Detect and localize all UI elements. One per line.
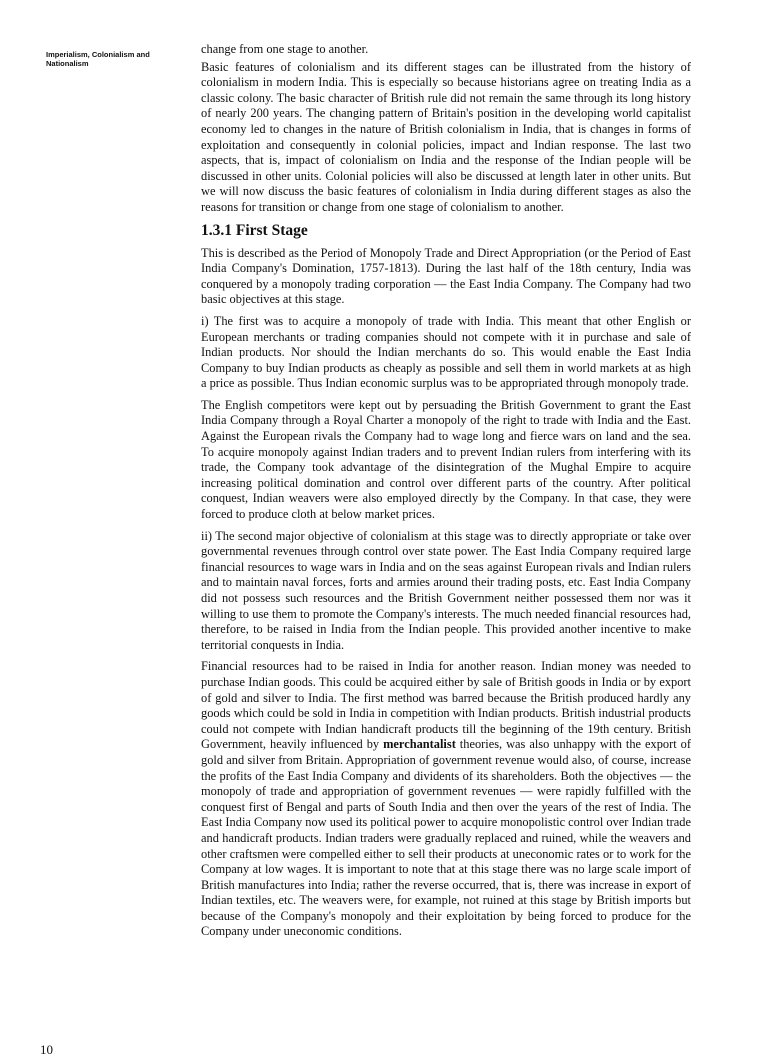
financial-text-before: Financial resources had to be raised in India for another reason. Indian money was needed to purchase Indian goods. This could be acquired either by sale of British goods in India or by export of gold and silver to India. The first method was barred because the British produced hardly any goods which could be sold in India in competition with Indian products. British industrial products could not compete with Indian handicraft products till the beginning of the 19th century. British Government, heavily influenced by [201, 659, 691, 752]
paragraph-english-competitors: The English competitors were kept out by persuading the British Government to grant the East India Company through a Royal Charter a monopoly of the right to trade with India and the East. Against the European rivals the Company had to wage long and fierce wars on land and the sea. To acquire monopoly against Indian traders and to prevent Indian rulers from interfering with its trade, the Company took advantage of the disintegration of the Mughal Empire to acquire increasing political domination and control over different parts of the country. After political conquest, Indian weavers were also employed directly by the Company. In that case, they were forced to produce cloth at below market prices. [201, 397, 691, 522]
intro-fragment: change from one stage to another. [201, 42, 369, 56]
section-label: Imperialism, Colonialism and Nationalism [46, 50, 150, 68]
page-number: 10 [40, 1042, 53, 1057]
paragraph-financial-resources [201, 659, 691, 940]
section-heading-first-stage: 1.3.1 First Stage [201, 221, 308, 239]
paragraph-basic-features: Basic features of colonialism and its different stages can be illustrated from the history of colonialism in modern India. This is especially so because historians agree on treating India as a classic colony. The basic character of British rule did not remain the same through its long history of nearly 200 years. The changing pattern of Britain's position in the developing world capitalist economy led to changes in the nature of British colonialism in India, that is changes in forms of exploitation and consequently in colonial policies, impact and Indian response. The last two aspects, that is, impact of colonialism on India and the response of the Indian people will be discussed in other units. Colonial policies will also be discussed at length later in other units. But we will now discuss the basic features of colonialism in India during different stages as also the reasons for transition or change from one stage of colonialism to another. [201, 59, 691, 214]
paragraph-objective-two: ii) The second major objective of colonialism at this stage was to directly appropriate or take over governmental revenues through control over state power. The East India Company required large financial resources to wage wars in India and on the seas against European rivals and Indian rulers and to maintain naval forces, forts and armies around their trading posts, etc. East India Company did not possess such resources and the British Government neither possessed them nor was it willing to use them to promote the Company's interests. The much needed financial resources had, therefore, to be raised in India from the Indian people. This provided another incentive to make territorial conquests in India. [201, 528, 691, 652]
page-body [201, 42, 691, 946]
financial-text-after: theories, was also unhappy with the export of gold and silver from Britain. Appropriation of government revenue would also, of course, increase the profits of the East India Company and dividents of its shareholders. Both the objectives — the monopoly of trade and appropriation of government revenues — were rapidly fulfilled with the conquest first of Bengal and parts of South India and then over the years of the rest of India. The East India Company now used its political power to acquire monopolistic control over Indian trade and handicraft products. Indian traders were gradually replaced and ruined, while the weavers and other craftsmen were compelled either to sell their products at uneconomic rates or to work for the Company at low wages. It is important to note that at this stage there was no large scale import of British manufactures into India; rather the reverse occurred, that is, there was increase in export of Indian textiles, etc. The weavers were, for example, not ruined at this stage by British imports but because of the Company's monopoly and their exploitation by being forced to produce for the Company under uneconomic conditions. [201, 737, 691, 939]
paragraph-objective-one: i) The first was to acquire a monopoly of trade with India. This meant that other English or European merchants or trading companies should not compete with it in purchase and sale of Indian products. Nor should the Indian merchants do so. This would enable the East India Company to buy Indian products as cheaply as possible and sell them in world markets at as high a price as possible. Thus Indian economic surplus was to be appropriated through monopoly trade. [201, 313, 691, 391]
term-merchantalist: merchantalist [383, 737, 456, 752]
paragraph-period-description: This is described as the Period of Monopoly Trade and Direct Appropriation (or the Period of East India Company's Domination, 1757-1813). During the last half of the 18th century, India was conquered by a monopoly trading corporation — the East India Company. The Company had two basic objectives at this stage. [201, 245, 691, 307]
